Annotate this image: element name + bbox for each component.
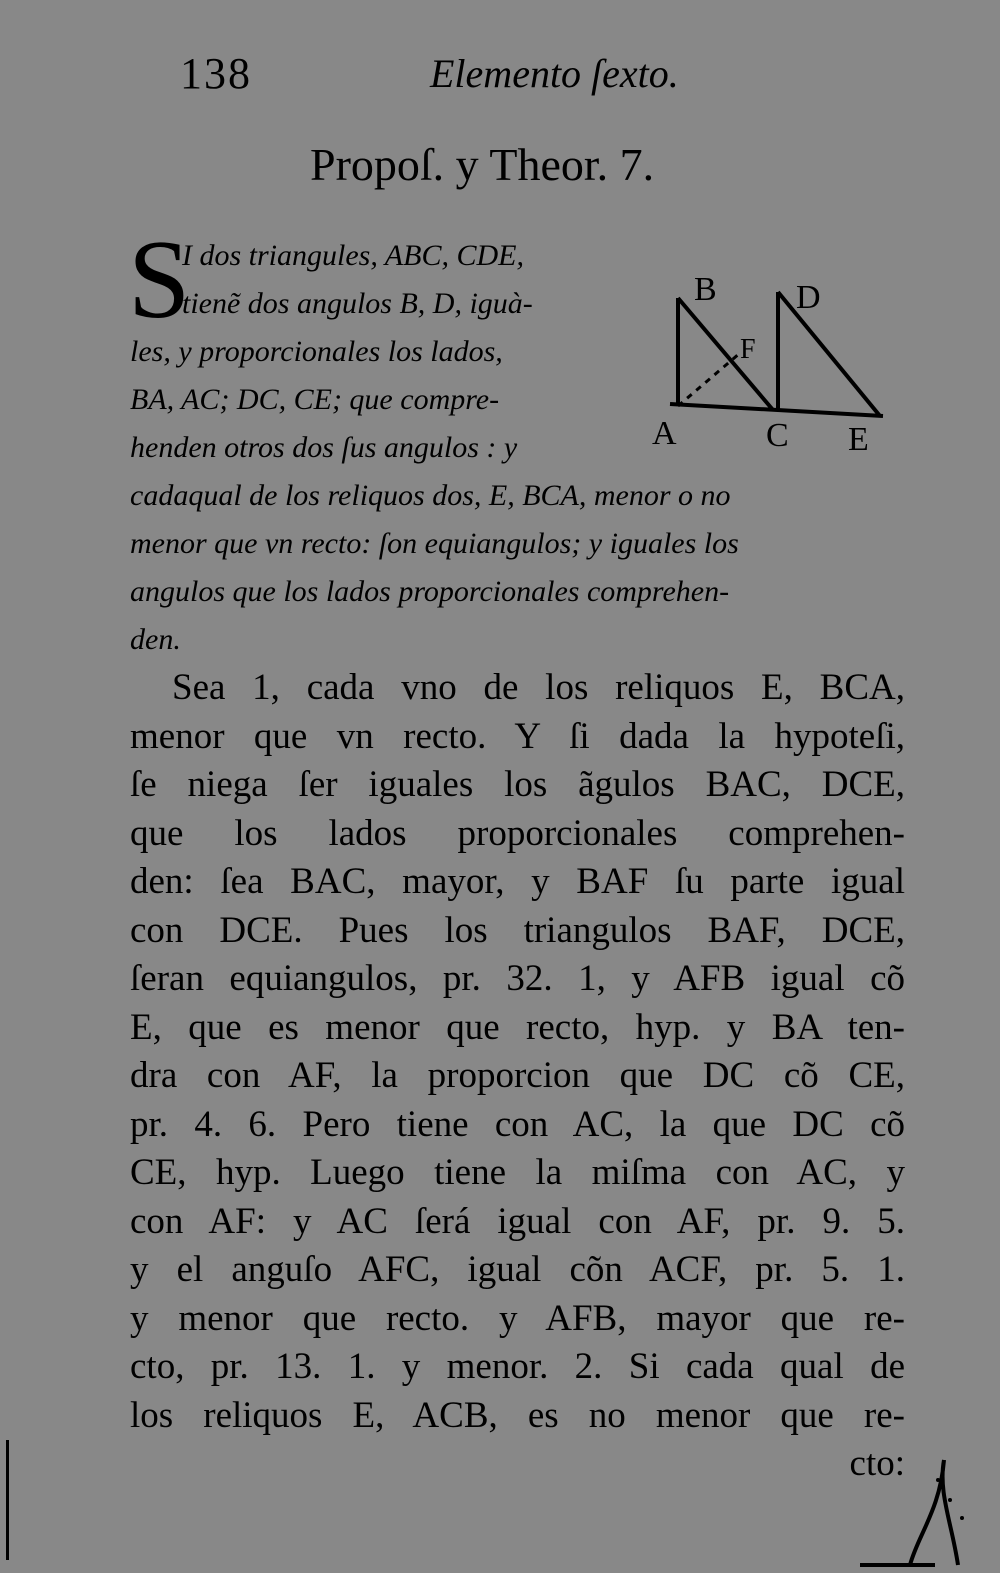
label-d: D [796,279,821,316]
drop-cap-initial: S [128,218,191,342]
side-de [778,292,880,416]
body-line: y menor que recto. y AFB, mayor que re- [130,1297,905,1339]
body-line: dra con AF, la proporcion que DC cõ CE, [130,1055,905,1096]
body-line: ſe niega ſer iguales los ãgulos BAC, DCE, [130,764,905,805]
enunciation-line: henden otros dos ſus angulos : y [130,431,518,464]
enunciation-line: les, y proporcionales los lados, [130,335,503,368]
body-line: y el anguſo AFC, igual cõn ACF, pr. 5. 1. [130,1249,905,1290]
triangle-figure [648,268,898,468]
label-f: F [740,334,756,365]
enunciation-line: I dos triangules, ABC, CDE, [182,239,524,272]
label-b: B [694,271,717,308]
label-a: A [652,415,677,452]
body-text [130,664,905,1489]
body-line: Sea 1, cada vno de los reliquos E, BCA, [172,667,905,708]
enunciation-line: angulos que los lados proporcionales comprehen- [130,575,730,608]
printer-mark [840,1440,990,1570]
label-e: E [848,421,869,458]
body-line: E, que es menor que recto, hyp. y BA ten- [130,1006,905,1048]
proposition-heading: Propoſ. y Theor. 7. [310,139,655,190]
body-line: cto, pr. 13. 1. y menor. 2. Si cada qual de [130,1346,905,1387]
body-line: CE, hyp. Luego tiene la miſma con AC, y [130,1152,905,1193]
body-line: ſeran equiangulos, pr. 32. 1, y AFB igual cõ [130,958,905,999]
body-line: den: ſea BAC, mayor, y BAF ſu parte igual [130,861,905,902]
enunciation-line: menor que vn recto: ſon equiangulos; y iguales los [130,527,739,560]
enunciation-line: cadaqual de los reliquos dos, E, BCA, menor o no [130,479,731,512]
page-number: 138 [180,49,252,98]
running-title: Elemento ſexto. [430,51,679,96]
page-edge-mark [6,1440,9,1560]
body-line: los reliquos E, ACB, es no menor que re- [130,1394,905,1436]
enunciation-line: BA, AC; DC, CE; que compre- [130,383,500,416]
enunciation-line: den. [130,623,181,656]
body-line: cto: [849,1443,905,1484]
enunciation-line: tienẽ dos angulos B, D, iguà- [182,287,533,320]
body-line: menor que vn recto. Y ſi dada la hypoteſi, [130,715,905,757]
body-line: con DCE. Pues los triangulos BAF, DCE, [130,909,905,951]
label-c: C [766,417,789,454]
running-head [180,48,720,108]
body-line: con AF: y AC ſerá igual con AF, pr. 9. 5. [130,1200,905,1242]
body-line: pr. 4. 6. Pero tiene con AC, la que DC cõ [130,1103,905,1145]
side-bc [678,298,773,410]
body-line: que los lados proporcionales comprehen- [130,812,905,854]
